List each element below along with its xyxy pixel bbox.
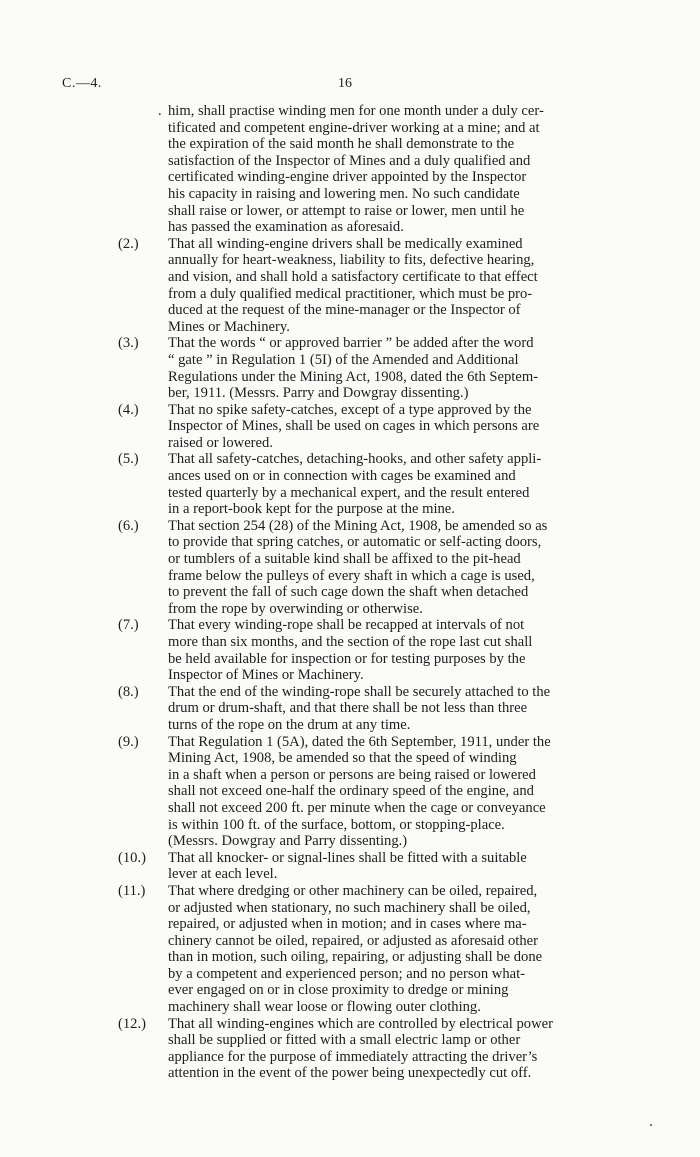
paragraph-line: is within 100 ft. of the surface, bottom, or stopping-place.	[168, 816, 505, 833]
stray-mark: .	[158, 103, 162, 119]
numbered-paragraph	[118, 1016, 626, 1082]
paragraph-line: has passed the examination as aforesaid.	[168, 219, 404, 236]
paragraph-line: be held available for inspection or for testing purposes by the	[168, 650, 526, 667]
paragraph-line: duced at the request of the mine-manager or the Inspector of	[168, 302, 521, 319]
paragraph-line: Inspector of Mines, shall be used on cages in which persons are	[168, 418, 540, 435]
paragraph-line: drum or drum-shaft, and that there shall be not less than three	[168, 700, 528, 717]
paragraph-line: shall raise or lower, or attempt to raise or lower, men until he	[168, 202, 525, 219]
paragraph-number: (11.)	[118, 882, 146, 899]
paragraph-line: ber, 1911. (Messrs. Parry and Dowgray dissenting.)	[168, 385, 469, 402]
document-body	[118, 103, 626, 1082]
paragraph-line: That all winding-engines which are controlled by electrical power	[168, 1015, 553, 1032]
paragraph-line: frame below the pulleys of every shaft in which a cage is used,	[168, 567, 535, 584]
paragraph-line: machinery shall wear loose or flowing outer clothing.	[168, 999, 481, 1016]
paragraph-line: than in motion, such oiling, repairing, or adjusting shall be done	[168, 949, 543, 966]
paragraph-line: chinery cannot be oiled, repaired, or adjusted as aforesaid other	[168, 932, 538, 949]
paragraph-number: (12.)	[118, 1015, 146, 1032]
paragraph-line: turns of the rope on the drum at any time.	[168, 716, 411, 733]
paragraph-line: ances used on or in connection with cages be examined and	[168, 468, 516, 485]
paragraph-number: (3.)	[118, 335, 139, 352]
paragraph-line: to provide that spring catches, or automatic or self-acting doors,	[168, 534, 542, 551]
paragraph-line: or adjusted when stationary, no such machinery shall be oiled,	[168, 899, 531, 916]
paragraph-line: lever at each level.	[168, 866, 278, 883]
paragraph-line: from the rope by overwinding or otherwise.	[168, 600, 423, 617]
paragraph-line: more than six months, and the section of the rope last cut shall	[168, 634, 533, 650]
paragraph-line: annually for heart-weakness, liability to fits, defective hearing,	[168, 252, 535, 269]
paragraph-line: raised or lowered.	[168, 434, 273, 451]
paragraph-line: That all safety-catches, detaching-hooks, and other safety appli-	[168, 451, 542, 468]
paragraph-line: That the end of the winding-rope shall be securely attached to the	[168, 683, 551, 700]
paragraph-line: from a duly qualified medical practitioner, which must be pro-	[168, 285, 533, 302]
paragraph-line: satisfaction of the Inspector of Mines and a duly qualified and	[168, 152, 531, 169]
paragraph-line: his capacity in raising and lowering men. No such candidate	[168, 185, 520, 202]
paragraph-line: in a shaft when a person or persons are being raised or lowered	[168, 766, 536, 783]
continued-paragraph	[118, 103, 626, 236]
paragraph-line: That every winding-rope shall be recapped at intervals of not	[168, 617, 525, 634]
paragraph-number: (9.)	[118, 733, 139, 750]
paragraph-line: him, shall practise winding men for one month under a duly cer-	[168, 103, 544, 119]
paragraph-line: by a competent and experienced person; and no person what-	[168, 965, 526, 982]
numbered-paragraph	[118, 518, 626, 618]
numbered-paragraph	[118, 402, 626, 452]
numbered-paragraph	[118, 617, 626, 683]
paragraph-line: in a report-book kept for the purpose at the mine.	[168, 501, 455, 518]
page-number: 16	[338, 76, 352, 91]
paragraph-line: repaired, or adjusted when in motion; and in cases where ma-	[168, 916, 527, 933]
paragraph-number: (4.)	[118, 401, 139, 418]
paragraph-number: (6.)	[118, 517, 139, 534]
paragraph-line: “ gate ” in Regulation 1 (5I) of the Amended and Additional	[168, 351, 519, 368]
paragraph-line: Mining Act, 1908, be amended so that the speed of winding	[168, 750, 517, 767]
document-reference: C.—4.	[62, 76, 102, 91]
numbered-paragraph	[118, 451, 626, 517]
paragraph-line: attention in the event of the power being unexpectedly cut off.	[168, 1065, 532, 1082]
paragraph-line: That all knocker- or signal-lines shall be fitted with a suitable	[168, 849, 527, 866]
numbered-paragraph	[118, 236, 626, 336]
paragraph-line: the expiration of the said month he shall demonstrate to the	[168, 136, 515, 153]
paragraph-line: That section 254 (28) of the Mining Act, 1908, be amended so as	[168, 517, 548, 534]
paragraph-number: (10.)	[118, 849, 146, 866]
paragraph-line: Inspector of Mines or Machinery.	[168, 667, 364, 684]
paragraph-line: appliance for the purpose of immediately attracting the driver’s	[168, 1048, 538, 1065]
paragraph-line: to prevent the fall of such cage down the shaft when detached	[168, 584, 529, 601]
paragraph-line: That the words “ or approved barrier ” be added after the word	[168, 335, 534, 352]
numbered-paragraph	[118, 850, 626, 883]
numbered-paragraph	[118, 335, 626, 401]
paragraph-line: shall be supplied or fitted with a small electric lamp or other	[168, 1032, 521, 1049]
numbered-paragraph	[118, 684, 626, 734]
paragraph-line: or tumblers of a suitable kind shall be affixed to the pit-head	[168, 551, 521, 568]
numbered-paragraph	[118, 734, 626, 850]
paragraph-line: shall not exceed 200 ft. per minute when the cage or conveyance	[168, 799, 546, 816]
paragraph-line: tificated and competent engine-driver working at a mine; and at	[168, 119, 540, 136]
numbered-paragraph	[118, 883, 626, 1016]
paragraph-line: certificated winding-engine driver appointed by the Inspector	[168, 169, 527, 186]
page-mark	[650, 1124, 652, 1126]
paragraph-number: (7.)	[118, 617, 139, 634]
paragraph-line: and vision, and shall hold a satisfactory certificate to that effect	[168, 268, 538, 285]
paragraph-line: shall not exceed one-half the ordinary speed of the engine, and	[168, 783, 534, 800]
paragraph-number: (5.)	[118, 451, 139, 468]
paragraph-line: Regulations under the Mining Act, 1908, dated the 6th Septem-	[168, 368, 539, 385]
paragraph-line: Mines or Machinery.	[168, 318, 290, 335]
paragraph-line: tested quarterly by a mechanical expert, and the result entered	[168, 484, 530, 501]
paragraph-number: (8.)	[118, 683, 139, 700]
paragraph-number: (2.)	[118, 235, 139, 252]
paragraph-line: That no spike safety-catches, except of a type approved by the	[168, 401, 532, 418]
paragraph-line: That Regulation 1 (5A), dated the 6th September, 1911, under the	[168, 733, 551, 750]
paragraph-line: ever engaged on or in close proximity to dredge or mining	[168, 982, 509, 999]
paragraph-line: (Messrs. Dowgray and Parry dissenting.)	[168, 833, 408, 850]
paragraph-line: That all winding-engine drivers shall be medically examined	[168, 235, 523, 252]
numbered-paragraphs	[118, 236, 626, 1082]
paragraph-line: That where dredging or other machinery can be oiled, repaired,	[168, 882, 538, 899]
